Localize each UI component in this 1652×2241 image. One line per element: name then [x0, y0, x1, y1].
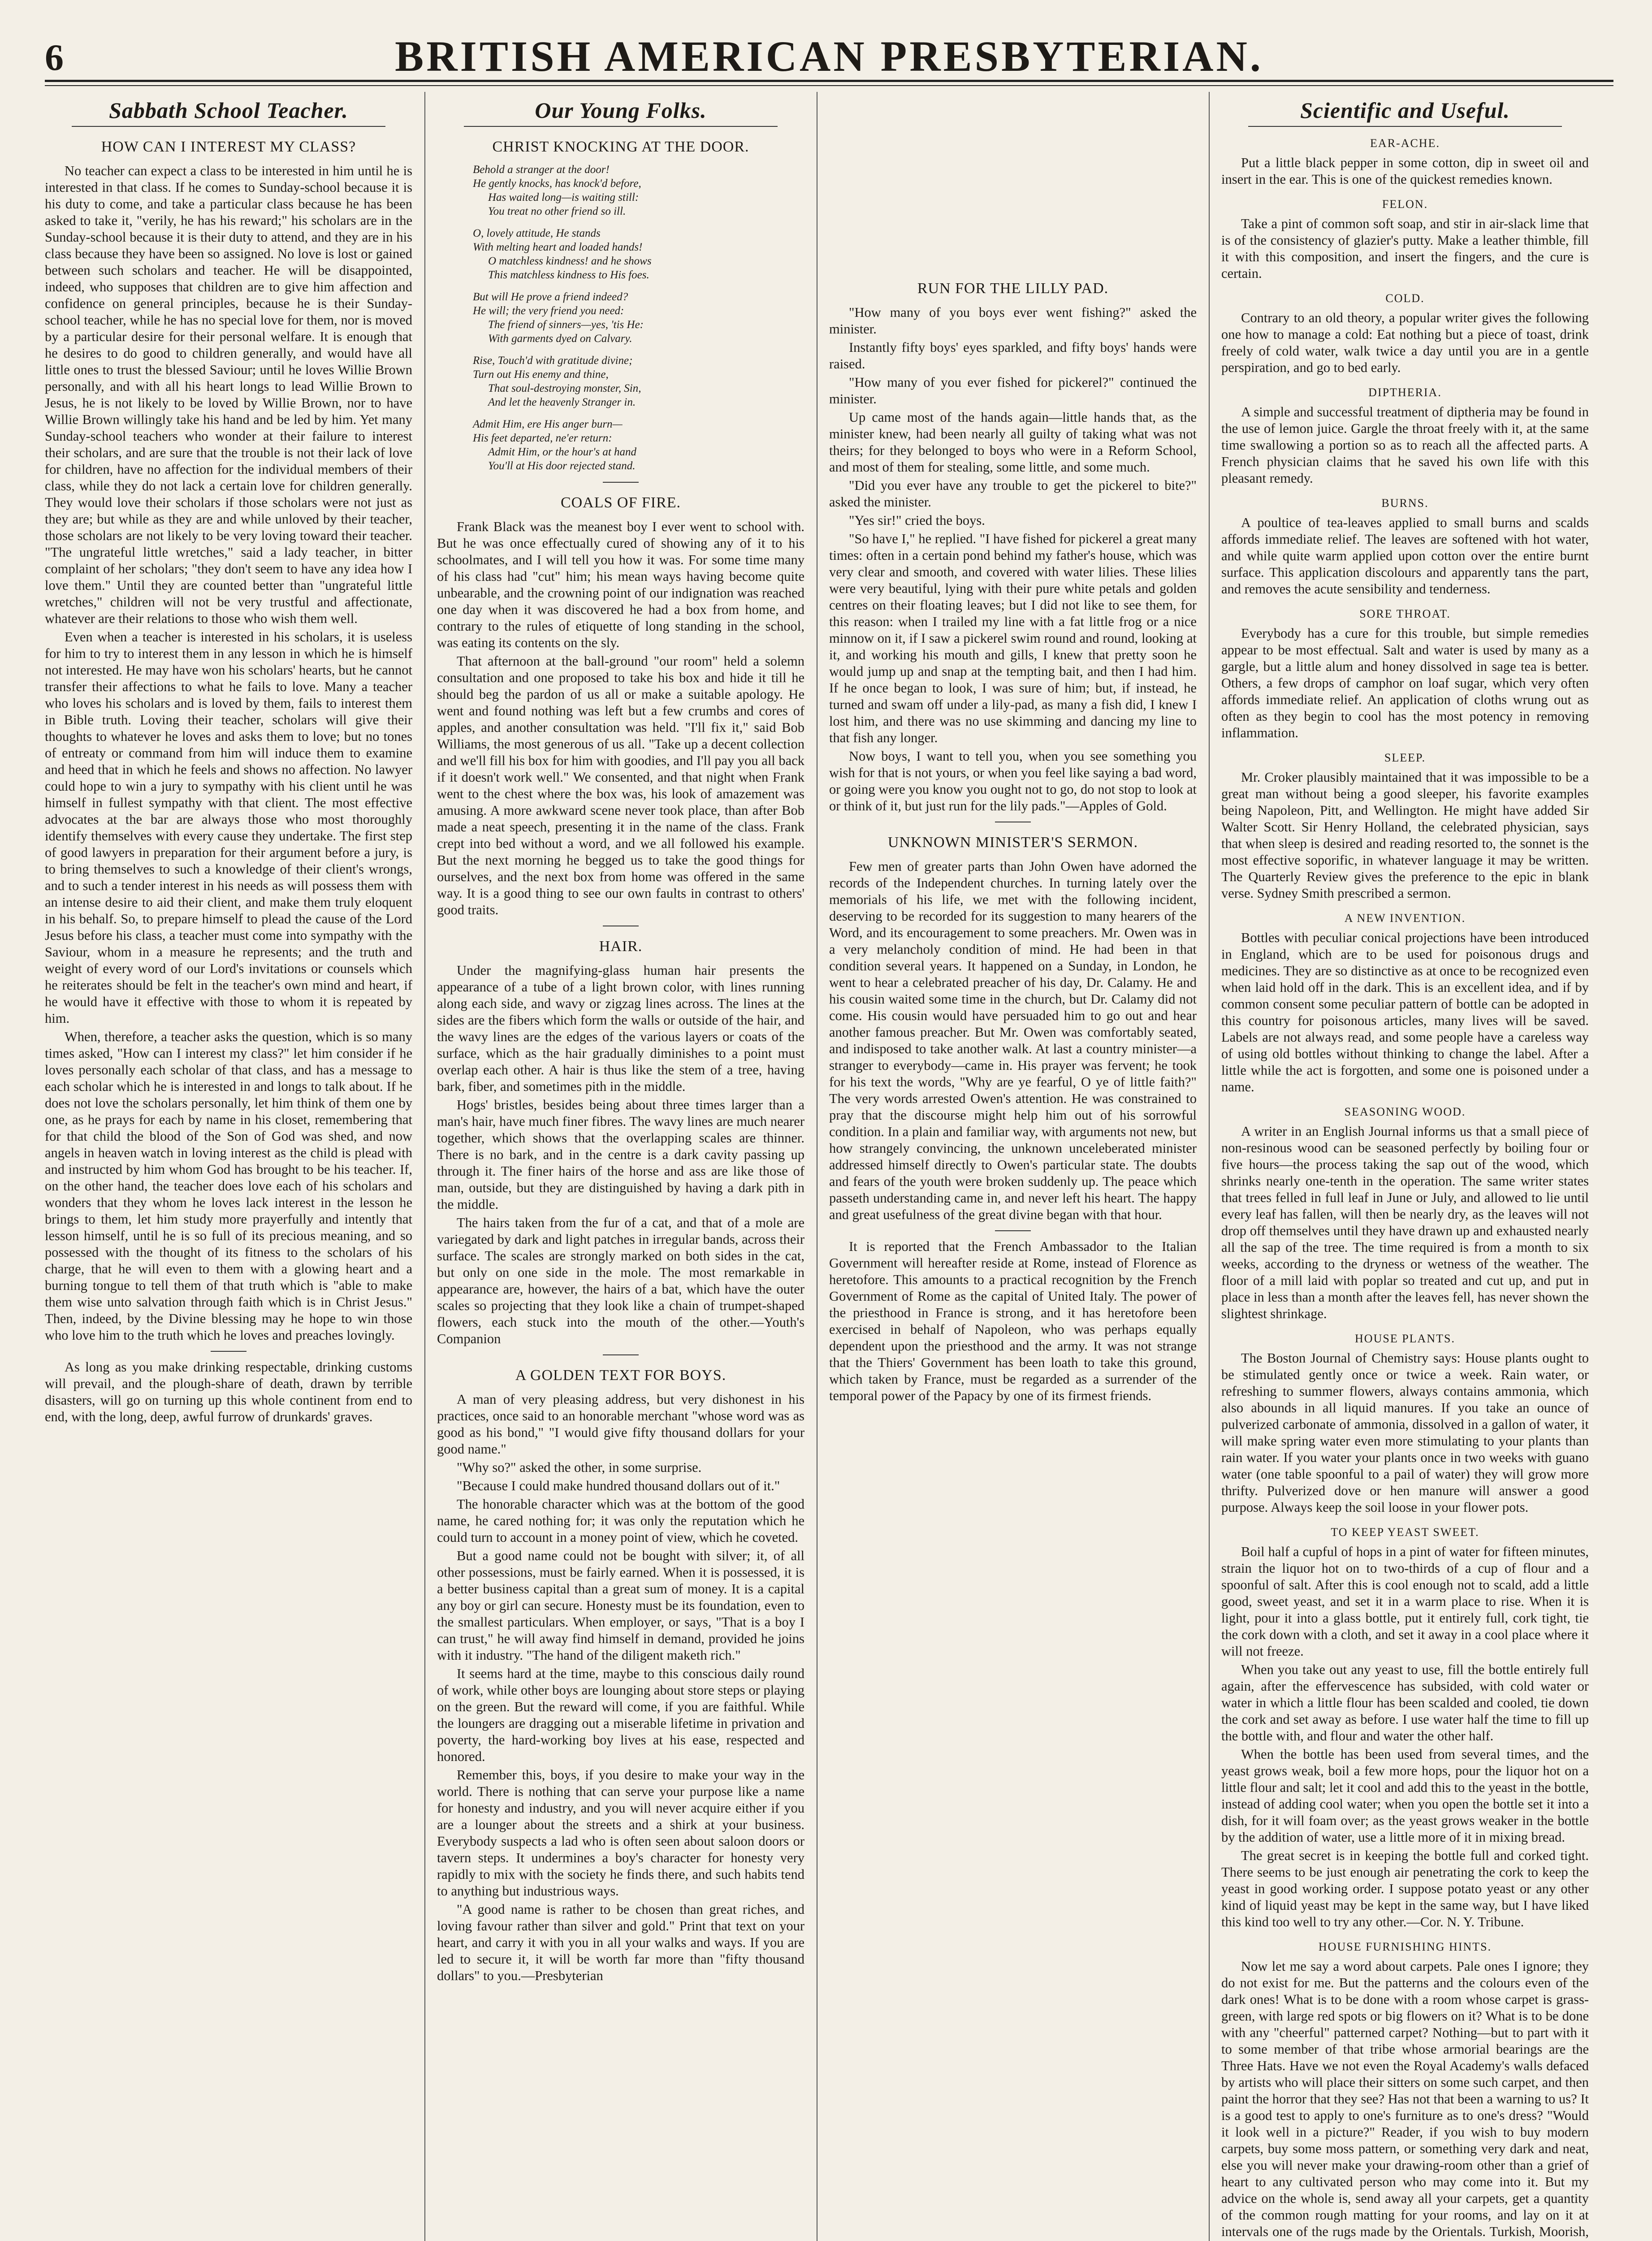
paragraph: A simple and successful treatment of diptheria may be found in the use of lemon juice. Gargle the throat freely with it, at the same time swallowing a portion so as to reach all the affected parts. A French physician claims that he saved his own life with this pleasant remedy. [1221, 404, 1589, 486]
paragraph: Mr. Croker plausibly maintained that it was impossible to be a great man without being a good sleeper, his favorite examples being Napoleon, Pitt, and Wellington. He might have added Sir Walter Scott. Sir Henry Holland, the celebrated physician, says that when sleep is desired and reading resorted to, the sonnet is the most effective soporific, in whatever language it may be written. The Quarterly Review gives the preference to the epic in blank verse. Sydney Smith prescribed a sermon. [1221, 770, 1589, 901]
item-heading: SEASONING WOOD. [1344, 1105, 1466, 1118]
paragraph: Now let me say a word about carpets. Pale ones I ignore; they do not exist for me. But the patterns and the colours even of the dark ones! What is to be done with a room whose carpet is grass-green, with large red spots or big flowers on it? What is to be done with any "cheerful" patterned carpet? Nothing—but to part with it to some member of that tribe whose armorial bearings are the Three Hats. Have we not even the Royal Academy's walls defaced by artists who will place their sitters on some such carpet, and then paint the horror that they see? Has not that been a warning to us? It is a good test to apply to one's furniture as to one's dress? "Would it look well in a picture?" Reader, if you wish to buy modern carpets, buy some moss pattern, or something very dark and neat, else you will never make your drawing-room other than a grief of heart to any cultivated person who may come into it. But my advice on the whole is, send away all your carpets, get a quantity of the common rough matting for your rooms, and lay on it at intervals one of the rugs made by the Orientals. Turkish, Moorish, [1221, 1959, 1589, 2239]
paragraph: That afternoon at the ball-ground "our room" held a solemn consultation and one proposed to take his box and hide it till he should beg the pardon of us all or make a suitable apology. He went and found nothing was left but a few crumbs and cores of apples, and another consultation was held. "I'll fix it," said Bob Williams, the most generous of us all. "Take up a decent collection and we'll fill his box for him with goodies, and I'll pay you all back if it doesn't work well." We consented, and that night when Frank went to the chest where the box was, his look of amazement was amusing. A more awkward scene never took place, than after Bob made a neat speech, presenting it in the name of the class. Frank crept into bed without a word, and we all followed his example. But the next morning he begged us to take the good things for ourselves, and the next box from home was offered in the same way. It is a good thing to see our own faults in contrast to others' good traits. [437, 653, 804, 917]
article-title: COALS OF FIRE. [560, 494, 681, 511]
item-heading: A NEW INVENTION. [1344, 912, 1466, 925]
paragraph: When the bottle has been used from several times, and the yeast grows weak, boil a few more hops, pour the liquor hot on a little flour and salt; let it cool and add this to the yeast in the bottle, instead of adding cool water; when you open the bottle set it into a dish, for it will foam over; as the yeast grows weaker in the bottle by the addition of water, use a little more of it in mixing bread. [1221, 1747, 1589, 1845]
paragraph: But a good name could not be bought with silver; it, of all other possessions, must be fairly earned. When it is possessed, it is a better business capital than a great sum of money. It is a capital any boy or girl can secure. Honesty must be its foundation, even to the smallest particulars. When employer, or says, "That is a boy I can trust," he will away find himself in demand, provided he joins with it industry. "The hand of the diligent maketh rich." [437, 1548, 804, 1663]
poem-line: He will; the very friend you need: [473, 305, 624, 317]
poem-line: This matchless kindness to His foes. [488, 269, 649, 281]
item-heading: TO KEEP YEAST SWEET. [1331, 1526, 1479, 1539]
paragraph: Bottles with peculiar conical projections have been introduced in England, which are to be used for poisonous drugs and medicines. They are so distinctive as at once to be recognized even when laid hold off in the dark. This is an excellent idea, and if by common consent some peculiar pattern of bottle can be adopted in this country for poisonous articles, many lives will be saved. Labels are not always read, and some people have a careless way of using old bottles without thinking to change the label. After a little while the act is forgotten, and some one is poisoned under a name. [1221, 930, 1589, 1095]
item-heading: DIPTHERIA. [1368, 386, 1442, 399]
column-3 [829, 92, 1197, 2241]
paragraph: Contrary to an old theory, a popular writer gives the following one how to manage a cold: Eat nothing but a piece of toast, drink freely of cold water, walk twice a day until you are in a gentle perspiration, and go to bed early. [1221, 310, 1589, 375]
paragraph: The honorable character which was at the bottom of the good name, he cared nothing for; it was only the reputation which he could turn to account in a money point of view, which he coveted. [437, 1497, 804, 1545]
item-heading: HOUSE PLANTS. [1355, 1332, 1455, 1345]
heading-rule [1248, 126, 1562, 127]
article-title: RUN FOR THE LILLY PAD. [917, 280, 1109, 297]
paragraph: The hairs taken from the fur of a cat, and that of a mole are variegated by dark and light patches in irregular bands, across their surface. The scales are strongly marked on both sides in the cat, but only on one side in the mole. The most remarkable in appearance are, however, the hairs of a bat, which have the outer scales so projecting that they look like a chain of trumpet-shaped flowers, each stuck into the mouth of the other.—Youth's Companion [437, 1215, 804, 1346]
department-heading: Scientific and Useful. [1300, 98, 1510, 123]
paragraph: Under the magnifying-glass human hair presents the appearance of a tube of a light brown color, with lines running along each side, and wavy or zigzag lines across. The lines at the sides are the fibers which form the walls or outside of the hair, and the wavy lines are the edges of the various layers or coats of the surface, which as the hair gradually diminishes to a point must overlap each other. A hair is thus like the stem of a tree, having bark, fiber, and sometimes pith in the middle. [437, 963, 804, 1094]
item-heading: SLEEP. [1384, 751, 1426, 764]
paragraph: A writer in an English Journal informs us that a small piece of non-resinous wood can be seasoned perfectly by boiling four or five hours—the process taking the sap out of the wood, which shrinks nearly one-tenth in the operation. The same writer states that trees felled in full leaf in June or July, and allowed to lie until every leaf has fallen, will then be nearly dry, as the leaves will not drop off themselves until they have drawn up and exhausted nearly all the sap of the tree. The time required is from a month to six weeks, according to the dryness or wetness of the weather. The floor of a mill laid with poplar so treated and cut up, and put in place in less than a month after the leaves fell, has never shown the slightest shrinkage. [1221, 1124, 1589, 1321]
department-heading: Sabbath School Teacher. [109, 98, 348, 123]
poem-line: And let the heavenly Stranger in. [488, 396, 636, 408]
paragraph: Instantly fifty boys' eyes sparkled, and fifty boys' hands were raised. [829, 340, 1197, 372]
paragraph: Take a pint of common soft soap, and stir in air-slack lime that is of the consistency of glazier's putty. Make a leather thimble, fill it with this composition, and insert the fingers, and the cure is certain. [1221, 216, 1589, 281]
heading-rule [464, 126, 778, 127]
poem-stanza [473, 417, 804, 473]
poem-line: That soul-destroying monster, Sin, [488, 382, 641, 394]
paragraph: Remember this, boys, if you desire to make your way in the world. There is nothing that can serve your purpose like a name for honesty and industry, and you will never acquire either if you are a lounger about the streets and a shirk at your business. Everybody suspects a lad who is often seen about saloon doors or tavern steps. It undermines a boy's character for honesty very rapidly to mix with the society he finds there, and such habits tend to anything but industrious ways. [437, 1767, 804, 1899]
poem-title: CHRIST KNOCKING AT THE DOOR. [492, 138, 749, 155]
paragraph: "Why so?" asked the other, in some surprise. [457, 1460, 702, 1475]
poem-stanza [473, 163, 804, 218]
paragraph: Frank Black was the meanest boy I ever went to school with. But he was once effectually cured of showing any of it to his schoolmates, and I will tell you how it was. For some time many of his class had "cut" him; his mean ways having become quite unbearable, and the crowning point of our indignation was reached one day when it was discovered he had a box from home, and contrary to the rules of etiquette of long standing in the school, was eating its contents on the sly. [437, 519, 804, 650]
column-divider [424, 92, 425, 2241]
paragraph: "Because I could make hundred thousand dollars out of it." [457, 1478, 780, 1493]
poem-line: You'll at His door rejected stand. [488, 460, 636, 472]
paragraph: "How many of you ever fished for pickerel?" continued the minister. [829, 375, 1197, 407]
page-number: 6 [45, 37, 64, 78]
poem-line: Admit Him, or the hour's at hand [488, 446, 637, 458]
paragraph: "Did you ever have any trouble to get the pickerel to bite?" asked the minister. [829, 478, 1197, 510]
paragraph: A poultice of tea-leaves applied to small burns and scalds affords immediate relief. The leaves are softened with hot water, and while quite warm applied upon cotton over the entire burnt surface. This application discolours and apparently tans the part, and removes the acute sensibility and tenderness. [1221, 515, 1589, 597]
paragraph: The great secret is in keeping the bottle full and corked tight. There seems to be just enough air penetrating the cork to keep the yeast in good working order. I suppose potato yeast or any other kind of liquid yeast may be kept in the same way, but I have liked this kind too well to try any other.—Cor. N. Y. Tribune. [1221, 1848, 1589, 1930]
department-heading: Our Young Folks. [535, 98, 707, 123]
item-heading: FELON. [1382, 198, 1428, 211]
poem-stanza [473, 354, 804, 409]
paragraph: Everybody has a cure for this trouble, but simple remedies appear to be most effectual. Salt and water is used by many as a gargle, but a little alum and honey dissolved in sage tea is better. Others, a few drops of camphor on loaf sugar, which very often affords immediate relief. An application of cloths wrung out as often as they begin to cool has the most potency in removing inflammation. [1221, 626, 1589, 740]
item-heading: COLD. [1385, 292, 1425, 305]
paragraph: Few men of greater parts than John Owen have adorned the records of the Independent churches. In turning lately over the memorials of his life, we met with the following incident, deserving to be recorded for its suggestion to many hearers of the Word, and its encouragement to some preachers. Mr. Owen was in a very melancholy condition of mind. He had been in that condition several years. It happened on a Sunday, in London, he went to hear a celebrated preacher of his day, Dr. Calamy. He and his cousin waited some time in the church, but Dr. Calamy did not come. His cousin would have persuaded him to go out and hear another famous preacher. But Mr. Owen was comfortably seated, and indisposed to take another walk. At last a country minister—a stranger to everybody—came in. His prayer was fervent; he took for his text the words, "Why are ye fearful, O ye of little faith?" The very words arrested Owen's attention. He was constrained to pray that the discourse might help him out of his sorrowful condition. In a plain and familiar way, with arguments not new, but how strangely convincing, the unknown unceleberated minister addressed himself directly to Owen's particular state. The doubts and fears of the youth were broken suddenly up. The peace which passeth understanding came in, and never left his heart. The happy and great usefulness of the great divine began with that hour. [829, 859, 1197, 1222]
paragraph: Hogs' bristles, besides being about three times larger than a man's hair, have much finer fibres. The wavy lines are much nearer together, which shows that the overlapping scales are thinner. There is no bark, and in the centre is a dark cavity passing up through it. The finer hairs of the horse and ass are like those of man, outside, but they are distinguished by having a dark pith in the middle. [437, 1097, 804, 1212]
poem-line: Turn out His enemy and thine, [473, 368, 609, 381]
article-title: HOW CAN I INTEREST MY CLASS? [101, 138, 356, 155]
masthead-rule [45, 80, 1613, 82]
paragraph: Even when a teacher is interested in his scholars, it is useless for him to try to interest them in any lesson in which he is himself not interested. He may have won his scholars' hearts, but he cannot transfer their affections to what he fails to love. Many a teacher who loves his scholars and is loved by them, fails to interest them in Bible truth. Loving their teacher, scholars will give their thoughts to whatever he loves and asks them to love; but no tones of entreaty or command from him will induce them to examine and heed that in which he feels and shows no affection. No lawyer could hope to win a jury to sympathy with his client until he was himself in fullest sympathy with that client. The most effective advocates at the bar are always those who most thoroughly identify themselves with every cause they undertake. The first step of good lawyers in preparation for their argument before a jury, is to bring themselves to such a knowledge of their client's wrongs, and to such a tender interest in his needs as will possess them with an intense desire to aid their client, and make them truly eloquent in his behalf. So, to prepare himself to plead the cause of the Lord Jesus before his class, a teacher must come into sympathy with the Saviour, whom in a measure he represents; and the truth and weight of every word of our Lord's invitations or counsels which he reiterates should be felt in the teacher's own mind and heart, if he would have it effective with those to whom it is repeated by him. [45, 629, 412, 1026]
masthead-rule-thin [45, 85, 1613, 86]
poem-line: With garments dyed on Calvary. [488, 333, 632, 345]
divider [603, 482, 639, 483]
poem-line: The friend of sinners—yes, 'tis He: [488, 319, 644, 331]
column-4 [1221, 92, 1589, 2241]
paragraph: When you take out any yeast to use, fill the bottle entirely full again, after the effervescence has subsided, with cold water or water in which a little flour has been scalded and cooled, tie down the cork and set away as before. I use water half the time to fill up the bottle with, and flour and water the other half. [1221, 1662, 1589, 1743]
heading-rule [72, 126, 385, 127]
poem-stanza [473, 226, 804, 282]
article-title: UNKNOWN MINISTER'S SERMON. [887, 834, 1138, 851]
paragraph: Put a little black pepper in some cotton, dip in sweet oil and insert in the ear. This is one of the quickest remedies known. [1221, 155, 1589, 187]
paragraph: "So have I," he replied. "I have fished for pickerel a great many times: often in a certain pond behind my father's house, which was very clear and smooth, and covered with water lilies. These lilies were very beautiful, lying with their pure white petals and golden centres on their floating leaves; but I did not like to see them, for this reason: when I trailed my line with a fat little frog or a nice minnow on it, if I saw a pickerel swim round and round, looking at it, and working his mouth and gills, I knew that pretty soon he would jump up and snap at the tempting bait, and then I had him. If he once began to look, I was sure of him; but, if instead, he turned and swam off under a lily-pad, as many a fish did, I knew I lost him, and there was no use skimming and dancing my line to that fish any longer. [829, 531, 1197, 745]
article-title: HAIR. [599, 938, 643, 955]
item-heading: BURNS. [1381, 497, 1429, 510]
poem-line: His feet departed, ne'er return: [473, 432, 612, 444]
poem-stanza [473, 290, 804, 346]
poem-line: Has waited long—is waiting still: [488, 191, 639, 203]
divider [603, 1354, 639, 1355]
paragraph: "How many of you boys ever went fishing?" asked the minister. [829, 305, 1197, 337]
column-1 [45, 92, 412, 2241]
article-title: A GOLDEN TEXT FOR BOYS. [515, 1367, 727, 1384]
item-heading: SORE THROAT. [1359, 607, 1451, 620]
item-heading: EAR-ACHE. [1370, 137, 1440, 150]
paragraph: "A good name is rather to be chosen than great riches, and loving favour rather than silver and gold." Print that text on your heart, and carry it with you in all your walks and ways. If you are led to secure it, it will be worth far more than "fifty thousand dollars" to you.—Presbyterian [437, 1902, 804, 1983]
paragraph: Up came most of the hands again—little hands that, as the minister knew, had been nearly all guilty of taking what was not theirs; for they belonged to boys who were in a Reform School, and most of them for stealing, some little, and some much. [829, 410, 1197, 475]
poem-line: O matchless kindness! and he shows [488, 255, 652, 267]
paragraph: The Boston Journal of Chemistry says: House plants ought to be stimulated gently once or twice a week. Rain water, or refreshing to summer flowers, always contains ammonia, which also abounds in all liquid manures. If you take an ounce of pulverized carbonate of ammonia, dissolved in a gallon of water, it will make spring water even more stimulating to your plants than rain water. If you water your plants once in two weeks with guano water (one table spoonful to a pail of water) they will grow more thrifty. Pulverized dove or hen manure will answer a good purpose. Always keep the soil loose in your flower pots. [1221, 1350, 1589, 1515]
masthead [45, 18, 1613, 80]
paragraph: It is reported that the French Ambassador to the Italian Government will hereafter reside at Rome, instead of Florence as heretofore. This amounts to a practical recognition by the French Government of Rome as the capital of United Italy. The power of the priesthood in France is strong, and it has heretofore been exercised in behalf of Napoleon, who was perhaps equally dependent upon the priesthood and the army. It was not strange that the Thiers' Government has been loath to take this ground, which taken by France, must be regarded as a surrender of the temporal power of the Papacy by one of its firmest friends. [829, 1239, 1197, 1403]
poem-line: Behold a stranger at the door! [473, 164, 610, 176]
poem-line: Admit Him, ere His anger burn— [473, 418, 623, 430]
column-divider [1209, 92, 1210, 2241]
column-2 [437, 92, 804, 2241]
poem-line: Rise, Touch'd with gratitude divine; [473, 355, 633, 367]
article-body [45, 163, 412, 1425]
poem-line: O, lovely attitude, He stands [473, 227, 601, 239]
poem [473, 163, 804, 473]
divider [995, 1230, 1031, 1231]
paragraph: No teacher can expect a class to be interested in him until he is interested in that class. If he comes to Sunday-school because it is his duty to come, and take a particular class because he has been asked to take it, "verily, he has his reward;" his scholars are in the Sunday-school because it is their duty to attend, and they are in his class because they have been so assigned. No love is lost or gained between such scholars and teacher. He will be disappointed, indeed, who supposes that children are to give him affection and confidence on general principles, because he is their Sunday-school teacher, while he has no special love for them, nor is moved by a particular desire for their personal welfare. It is enough that he desires to do good to children generally, and would have all little ones to trust the blessed Saviour; until he loves Willie Brown personally, and with all his heart longs to lead Willie Brown to Jesus, he is not likely to be loved by Willie Brown, nor to have Willie Brown willingly take his hand and be led by him. Yet many Sunday-school teachers who wonder at their failure to interest their scholars, and are sure that the trouble is not their lack of love for children, have no affection for the individual members of their class, while they do not lack a certain love for children generally. They would love their scholars if those scholars were not just as they are; but while as they are and while unloved by their teacher, those scholars are not likely to be very loving toward their teacher. "The ungrateful little wretches," said a lady teacher, in bitter complaint of her scholars; "they don't seem to have any idea how I love them." Until they are counted better than "ungrateful little wretches," children will not be very trustful and affectionate, whatever are their relations to those who wish them well. [45, 163, 412, 626]
paragraph: It seems hard at the time, maybe to this conscious daily round of work, while other boys are lounging about store steps or playing on the green. But the reward will come, if you are faithful. While the loungers are dragging out a miserable lifetime in privation and poverty, the hard-working boy lives at his ease, respected and honored. [437, 1666, 804, 1764]
paragraph: When, therefore, a teacher asks the question, which is so many times asked, "How can I interest my class?" let him consider if he loves personally each scholar of that class, and has a message to each scholar which he is interested in and longs to talk about. If he does not love the scholars personally, let him think of them one by one, as he prays for each by name in his closet, remembering that for that child the blood of the Son of God was shed, and now angels in heaven watch in loving interest as the child is plead with and instructed by him whom God has brought to be his teacher. If, on the other hand, the teacher does love each of his scholars and wonders that they whom he loves lack interest in the lesson he brings to them, let him study more prayerfully and intently that lesson himself, until he is so full of its precious meaning, and so possessed with the thought of its fitness to the scholars of his charge, that he will even to them with a glowing heart and a burning tongue to tell them of that truth which is "able to make them wise unto salvation through faith which is in Christ Jesus." Then, indeed, by the Divine blessing may he hope to win those who love him to the truth which he loves and preaches lovingly. [45, 1029, 412, 1343]
poem-line: With melting heart and loaded hands! [473, 241, 643, 253]
poem-line: He gently knocks, has knock'd before, [473, 177, 641, 190]
paragraph: Boil half a cupful of hops in a pint of water for fifteen minutes, strain the liquor hot on to two-thirds of a cup of flour and a spoonful of salt. After this is cool enough not to scald, add a little good, sweet yeast, and set it in a warm place to rise. When it is light, pour it into a glass bottle, put it entirely full, cork tight, tie the cork down with a cloth, and set it away in a cool place where it will not freeze. [1221, 1544, 1589, 1659]
paper-title: BRITISH AMERICAN PRESBYTERIAN. [395, 32, 1263, 80]
item-heading: HOUSE FURNISHING HINTS. [1318, 1940, 1492, 1953]
poem-line: But will He prove a friend indeed? [473, 291, 628, 303]
divider [211, 1351, 247, 1352]
paragraph: A man of very pleasing address, but very dishonest in his practices, once said to an honorable merchant "whose word was as good as his bond," "I would give fifty thousand dollars for your good name." [437, 1392, 804, 1457]
paragraph: As long as you make drinking respectable, drinking customs will prevail, and the plough-share of death, drawn by terrible disasters, will go on turning up this whole continent from end to end, with the long, deep, awful furrow of drunkards' graves. [45, 1359, 412, 1424]
paragraph: "Yes sir!" cried the boys. [849, 513, 985, 528]
poem-line: You treat no other friend so ill. [488, 205, 626, 217]
paragraph: Now boys, I want to tell you, when you see something you wish for that is not yours, or when you feel like saying a bad word, or going were you know you ought not to go, do not stop to look at or think of it, but just run for the lily pads."—Apples of Gold. [829, 748, 1197, 813]
